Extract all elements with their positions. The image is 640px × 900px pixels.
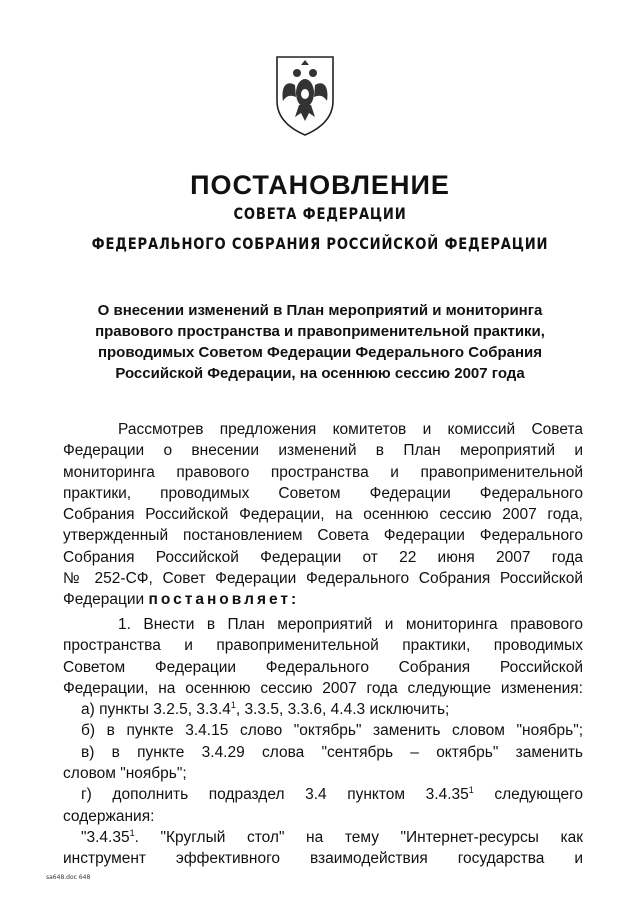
subitem-b: б) в пункте 3.4.15 слово "октябрь" заменить словом "ноябрь"; — [81, 722, 583, 740]
paragraph-line: мониторинга правового пространства и правоприменительной — [63, 463, 583, 481]
subject-line: Российской Федерации, на осеннюю сессию 2007 года — [115, 365, 525, 382]
paragraph-line: Федерации, на осеннюю сессию 2007 года следующие изменения: — [63, 679, 583, 697]
subitem-text: г) дополнить подраздел 3.4 пунктом 3.4.35 — [81, 786, 469, 804]
subitem-g-cont: содержания: — [63, 807, 155, 825]
superscript: 1 — [468, 785, 474, 796]
subitem-g — [63, 784, 583, 805]
paragraph-line: Федерации о внесении изменений в План мероприятий и — [63, 442, 583, 460]
paragraph-line: Советом Федерации Федерального Собрания Российской — [63, 658, 583, 676]
file-reference: sa648.doc 648 — [46, 874, 91, 881]
issuer-line-1: СОВЕТА ФЕДЕРАЦИИ — [233, 204, 407, 223]
subitem-text: , 3.3.5, 3.3.6, 4.4.3 исключить; — [235, 701, 450, 719]
resolves-keyword: постановляет: — [148, 591, 300, 609]
coat-of-arms-emblem — [273, 55, 337, 137]
paragraph-text: Федерации — [63, 591, 149, 609]
subitem-v-cont: словом "ноябрь"; — [63, 765, 187, 783]
paragraph-line: Рассмотрев предложения комитетов и комиссий Совета — [118, 421, 583, 438]
subject-line: проводимых Советом Федерации Федерального Собрания — [97, 344, 543, 361]
paragraph-line: пространства и правоприменительной практики, проводимых — [63, 637, 583, 655]
quote-line — [63, 827, 583, 848]
issuer-line-2: ФЕДЕРАЛЬНОГО СОБРАНИЯ РОССИЙСКОЙ ФЕДЕРАЦИИ — [91, 234, 549, 253]
item-1-paragraph — [63, 614, 583, 870]
subitem-text: а) пункты 3.2.5, 3.3.4 — [81, 701, 231, 719]
subject-line: правового пространства и правоприменительной практики, — [95, 323, 545, 340]
subject-line: О внесении изменений в План мероприятий и мониторинга — [97, 302, 543, 319]
paragraph-line — [63, 589, 583, 610]
paragraph-line: № 252-СФ, Совет Федерации Федерального Собрания Российской — [63, 570, 583, 588]
quote-text: . "Круглый стол" на тему "Интернет-ресурсы как — [134, 828, 583, 846]
quote-line: инструмент эффективного взаимодействия государства и — [63, 850, 583, 868]
paragraph-line: 1. Внести в План мероприятий и мониторинга правового — [118, 616, 583, 633]
superscript: 1 — [230, 700, 236, 711]
document-title: ПОСТАНОВЛЕНИЕ — [190, 170, 450, 200]
preamble-paragraph — [63, 419, 583, 611]
quote-text: "3.4.35 — [81, 828, 130, 846]
subitem-a — [63, 699, 583, 720]
subitem-v: в) в пункте 3.4.29 слова "сентябрь – октябрь" заменить — [81, 743, 583, 761]
document-subject — [60, 300, 580, 384]
paragraph-line: Собрания Российской Федерации, на осеннюю сессию 2007 года, — [63, 506, 583, 524]
paragraph-line: практики, проводимых Советом Федерации Федерального — [63, 484, 583, 502]
superscript: 1 — [129, 827, 135, 838]
paragraph-line: утвержденный постановлением Совета Федерации Федерального — [63, 527, 583, 545]
paragraph-line: Собрания Российской Федерации от 22 июня 2007 года — [63, 548, 583, 566]
subitem-text: следующего — [473, 786, 583, 804]
